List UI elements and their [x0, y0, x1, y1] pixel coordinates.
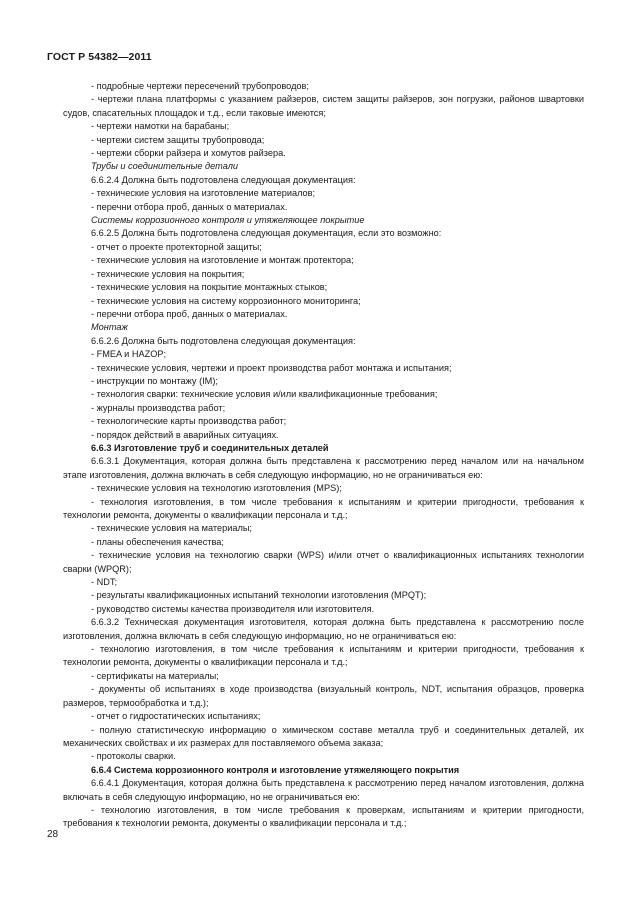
- subsection-heading: Системы коррозионного контроля и утяжеляющее покрытие: [91, 215, 365, 226]
- list-item: - технические условия на технологию сварки (WPS) и/или отчет о квалификационных испытаниях технологии сварки (WPQR);: [63, 550, 584, 574]
- clause-text: 6.6.3.1 Документация, которая должна быть представлена к рассмотрению перед началом или на начальном этапе изготовления, должна включать в себя следующую информацию, но не ограничиваться ею:: [63, 456, 584, 480]
- list-item: - технические условия на систему коррозионного мониторинга;: [91, 295, 361, 306]
- list-item: - протоколы сварки.: [91, 751, 176, 762]
- list-item: - технологию изготовления, в том числе требования к проверкам, испытаниям и критерии пригодности, требования к технологии ремонта, документы о квалификации персонала и т.д.;: [63, 804, 584, 829]
- list-item: - журналы производства работ;: [91, 402, 226, 413]
- list-item: - чертежи плана платформы с указанием райзеров, систем защиты райзеров, зон погрузки, районов швартовки судов, спасательных площадок и т.д., если таковые имеются;: [63, 94, 584, 118]
- list-item: - NDT;: [91, 577, 118, 588]
- list-item: - перечни отбора проб, данных о материалах.: [91, 201, 288, 212]
- section-heading: 6.6.3 Изготовление труб и соединительных деталей: [91, 442, 329, 453]
- list-item: - сертификаты на материалы;: [91, 670, 219, 681]
- subsection-heading: Трубы и соединительные детали: [91, 161, 238, 172]
- list-item: - чертежи сборки райзера и хомутов райзера.: [91, 148, 286, 159]
- document-header: ГОСТ Р 54382—2011: [47, 51, 152, 63]
- list-item: - перечни отбора проб, данных о материалах.: [91, 308, 288, 319]
- list-item: - чертежи намотки на барабаны;: [91, 121, 230, 132]
- page-number: 28: [47, 829, 59, 840]
- list-item: - технология изготовления, в том числе требования к испытаниям и критерии пригодности, требования к технологии ремонта, документы о квалификации персонала и т.д.;: [63, 496, 584, 520]
- list-item: - технические условия на материалы;: [91, 523, 252, 534]
- list-item: - отчет о проекте протекторной защиты;: [91, 241, 262, 252]
- list-item: - технические условия на изготовление и монтаж протектора;: [91, 255, 354, 266]
- list-item: - планы обеспечения качества;: [91, 536, 224, 547]
- list-item: - руководство системы качества производителя или изготовителя.: [91, 603, 375, 614]
- list-item: - технические условия на покрытия;: [91, 268, 245, 279]
- clause-text: 6.6.3.2 Техническая документация изготовителя, которая должна быть представлена к рассмотрению после изготовления, должна включать в себя следующую информацию, но не ограничиваться ею:: [63, 617, 584, 641]
- list-item: - технологию изготовления, в том числе требования к испытаниям и критерии пригодности, требования к технологии ремонта, документы о квалификации персонала и т.д.;: [63, 644, 584, 668]
- list-item: - FMEA и HAZOP;: [91, 349, 167, 360]
- section-heading: 6.6.4 Система коррозионного контроля и изготовление утяжеляющего покрытия: [91, 764, 460, 775]
- list-item: - технические условия на изготовление материалов;: [91, 188, 316, 199]
- list-item: - порядок действий в аварийных ситуациях.: [91, 429, 279, 440]
- clause-text: 6.6.2.6 Должна быть подготовлена следующая документация:: [91, 335, 356, 346]
- clause-text: 6.6.2.4 Должна быть подготовлена следующая документация:: [91, 174, 356, 185]
- document-body: [63, 80, 584, 831]
- clause-text: 6.6.4.1 Документация, которая должна быть представлена к рассмотрению перед началом изготовления, должна включать в себя следующую информацию, но не ограничиваться ею:: [63, 778, 584, 802]
- list-item: - технические условия на покрытие монтажных стыков;: [91, 282, 328, 293]
- subsection-heading: Монтаж: [91, 322, 128, 333]
- list-item: - технологические карты производства работ;: [91, 416, 287, 427]
- list-item: - подробные чертежи пересечений трубопроводов;: [91, 81, 309, 91]
- list-item: - отчет о гидростатических испытаниях;: [91, 711, 261, 722]
- list-item: - технические условия, чертежи и проект производства работ монтажа и испытания;: [91, 362, 452, 373]
- clause-text: 6.6.2.5 Должна быть подготовлена следующая документация, если это возможно:: [91, 228, 442, 239]
- list-item: - результаты квалификационных испытаний технологии изготовления (MPQT);: [91, 590, 427, 601]
- list-item: - инструкции по монтажу (IM);: [91, 375, 218, 386]
- list-item: - технология сварки: технические условия и/или квалификационные требования;: [91, 389, 438, 400]
- list-item: - чертежи систем защиты трубопровода;: [91, 134, 265, 145]
- list-item: - документы об испытаниях в ходе производства (визуальный контроль, NDT, испытания образцов, проверка размеров, термообработка и т.д.);: [63, 684, 584, 708]
- list-item: - полную статистическую информацию о химическом составе металла труб и соединительных деталей, их механических свойствах и их размерах для поставляемого объема заказа;: [63, 724, 584, 748]
- list-item: - технические условия на технологию изготовления (MPS);: [91, 483, 342, 494]
